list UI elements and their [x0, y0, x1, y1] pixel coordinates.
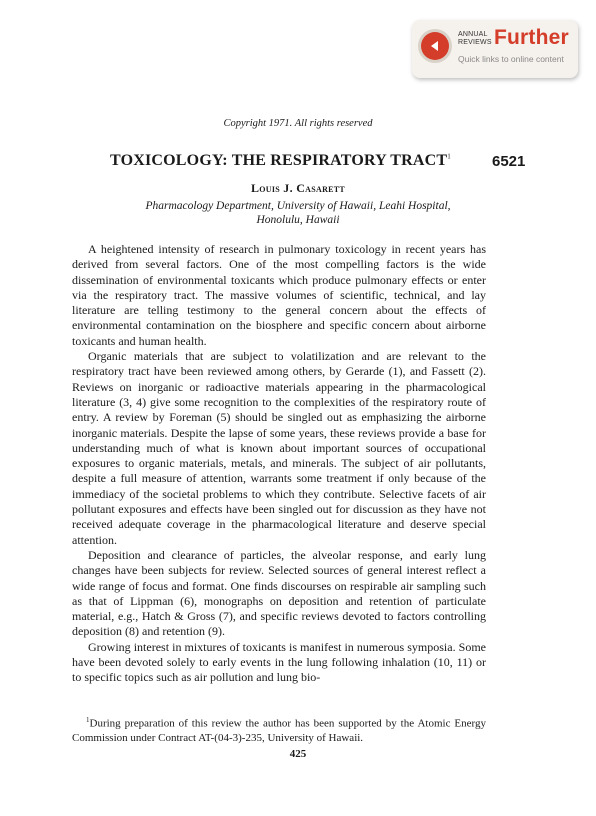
author-affiliation — [0, 199, 596, 227]
footnote-text: During preparation of this review the author has been supported by the Atomic Energy Commission under Contract AT-(04-3)-235, University of Hawaii. — [72, 717, 486, 744]
annual-reviews-logo-text: ANNUAL REVIEWS — [458, 31, 492, 46]
article-body — [72, 242, 486, 686]
footnote-mark: 1 — [86, 716, 90, 724]
author-name: Louis J. Casarett — [250, 181, 346, 195]
footnote — [72, 713, 486, 745]
paragraph-2: Organic materials that are subject to volatilization and are relevant to the respiratory tract have been reviewed among others, by Gerarde (1), and Fassett (2). Reviews on inorganic or radioactive materials appearing in the pharmacological literature (3, 4) give some recognition to the complexities of the respiratory route of entry. A review by Foreman (5) should be singled out as emphasizing the airborne inorganic materials. Despite the lapse of some years, these reviews provide a base for understanding much of what is known about important sources of occupational exposures to organic materials, metals, and minerals. The subject of air pollutants, despite a full measure of attention, warrants some treatment if only because of the immediacy of the societal problems to which they contribute. Selective facets of air pollutant exposures and effects have been singled out for discussion as they have not received adequate coverage in the pharmacological literature and deserve special attention. — [72, 349, 486, 547]
further-banner[interactable] — [412, 20, 578, 78]
affiliation-line-2: Honolulu, Hawaii — [256, 214, 340, 226]
page-number: 425 — [289, 748, 307, 760]
copyright-notice: Copyright 1971. All rights reserved — [223, 118, 373, 129]
further-brand-title: Further — [494, 26, 569, 49]
back-arrow-icon[interactable] — [418, 29, 452, 63]
title-footnote-mark: 1 — [447, 152, 451, 161]
further-tagline: Quick links to online content — [458, 54, 564, 64]
article-title: TOXICOLOGY: THE RESPIRATORY TRACT$^1$ — [110, 152, 451, 169]
affiliation-line-1: Pharmacology Department, University of Hawaii, Leahi Hospital, — [145, 200, 451, 212]
paragraph-3: Deposition and clearance of particles, the alveolar response, and early lung changes have been subjects for review. Selected sources of general interest reflect a wide range of focus and format. One finds discourses on respirable air sampling such as that of Lippman (6), monographs on deposition and retention of particulate material, e.g., Hatch & Gross (7), and specific reviews devoted to factors controlling deposition (8) and retention (9). — [72, 547, 486, 639]
paragraph-1: A heightened intensity of research in pulmonary toxicology in recent years has derived from several factors. One of the most compelling factors is the wide dissemination of environmental toxicants which produce pulmonary effects or enter via the respiratory tract. The massive volumes of scientific, technical, and lay literature are telling testimony to the general concern about the effects of environmental contamination on the biosphere and specific concern about airborne toxicants and human health. — [72, 242, 486, 348]
article-code: 6521 — [492, 153, 526, 170]
paragraph-4: Growing interest in mixtures of toxicants is manifest in numerous symposia. Some have been devoted solely to early events in the lung following inhalation (10, 11) or to specific topics such as air pollution and lung bio- — [72, 639, 486, 685]
title-row — [0, 152, 596, 174]
